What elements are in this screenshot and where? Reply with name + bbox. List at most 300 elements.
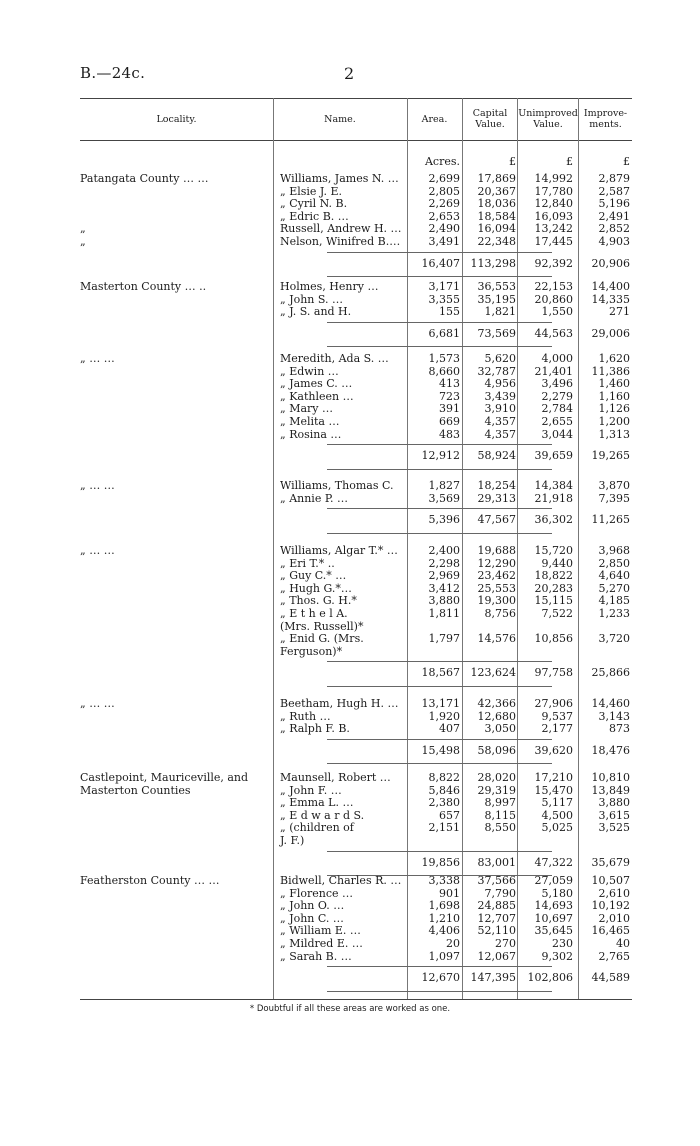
table-row [80,281,632,294]
table-row [80,822,632,835]
table-row [80,416,632,429]
capital-value-cell: 28,020 [477,771,516,784]
name-cell: „ J. S. and H. [280,305,352,319]
improvements-cell: 44,589 [591,971,630,985]
area-cell: 901 [439,886,460,900]
subtotal-rule [327,763,552,764]
name-cell: „ Rosina … [280,427,342,441]
group-total-row [80,857,632,870]
area-cell: 657 [439,808,460,822]
area-cell: 1,573 [428,352,460,365]
unimproved-value-cell: 2,784 [541,402,573,416]
area-cell: 19,856 [421,855,460,869]
improvements-cell: 19,265 [591,449,630,463]
improvements-cell: 1,313 [598,427,630,441]
capital-value-cell: 47,567 [477,513,516,527]
name-cell: „ Edric B. … [280,209,349,223]
capital-value-cell: 83,001 [477,855,516,869]
name-cell: „ Annie P. … [280,491,348,505]
table-row [80,378,632,391]
capital-value-cell: 4,956 [484,377,516,391]
area-cell: 407 [439,722,460,736]
capital-value-cell: 22,348 [477,235,516,248]
group-total-row [80,450,632,463]
improvements-cell: 4,185 [598,594,630,608]
name-cell: „ Cyril N. B. [280,197,348,211]
unimproved-value-cell: 18,822 [534,569,573,583]
name-cell: Beetham, Hugh H. … [280,697,399,710]
unimproved-value-cell: 2,279 [541,389,573,403]
unimproved-value-cell: 9,537 [541,709,573,723]
name-cell: „ Eri T.* .. [280,556,335,570]
name-cell: „ John O. … [280,899,345,913]
unimproved-value-cell: 10,856 [534,632,573,646]
capital-value-cell: 18,254 [477,479,516,492]
name-cell: „ James C. … [280,377,353,391]
improvements-cell: 29,006 [591,326,630,340]
unimproved-value-cell: 4,000 [541,352,573,365]
footnote: * Doubtful if all these areas are worked as one. [249,1004,451,1014]
table-row [80,173,632,186]
table-row [80,723,632,736]
capital-value-cell: 29,313 [477,491,516,505]
subtotal-rule [327,991,552,992]
subtotal-rule [327,739,552,740]
table-row [80,353,632,366]
area-cell: 2,653 [428,209,460,223]
area-cell: 4,406 [428,924,460,938]
unimproved-value-cell: 35,645 [534,924,573,938]
unimproved-value-cell: 7,522 [541,607,573,620]
unimproved-value-cell: 102,806 [527,971,573,985]
header-area: Area. [421,113,448,125]
area-cell: 2,380 [428,796,460,810]
group-total-row [80,156,632,169]
area-cell: 15,498 [421,743,460,757]
name-cell: „ Hugh G.*… [280,581,352,595]
capital-value-cell: 4,357 [484,415,516,428]
improvements-cell: 3,615 [598,808,630,822]
improvements-cell: £ [623,155,630,168]
unimproved-value-cell: 15,115 [534,594,573,608]
subtotal-rule [327,851,552,852]
improvements-cell: 11,265 [591,513,630,527]
group-total-row [80,514,632,527]
capital-value-cell: 73,569 [477,326,516,340]
subtotal-rule [327,276,552,277]
area-cell: 5,396 [428,513,460,527]
unimproved-value-cell: 20,283 [534,581,573,595]
capital-value-cell: 12,067 [477,949,516,963]
unimproved-value-cell: 14,693 [534,899,573,913]
unimproved-value-cell: 20,860 [534,292,573,306]
locality-cell: Castlepoint, Mauriceville, and [80,771,249,784]
unimproved-value-cell: 15,470 [534,783,573,797]
subtotal-rule [327,508,552,509]
subtotal-rule [327,346,552,347]
area-cell: 1,811 [428,607,460,620]
area-cell: 20 [446,937,460,950]
table-header-rule [80,140,632,141]
table-row [80,951,632,964]
area-cell: 8,822 [428,771,460,784]
improvements-cell: 2,491 [598,209,630,223]
name-cell: „ John C. … [280,911,344,925]
area-cell: 669 [439,415,460,428]
improvements-cell: 2,879 [598,172,630,185]
unimproved-value-cell: 47,322 [534,855,573,869]
name-cell: „ Enid G. (Mrs. [280,632,364,646]
capital-value-cell: 3,910 [484,402,516,416]
name-cell: „ Melita … [280,415,340,428]
capital-value-cell: 147,395 [470,971,516,985]
table-row [80,198,632,211]
name-cell: „ Emma L. … [280,796,354,810]
unimproved-value-cell: 5,180 [541,886,573,900]
capital-value-cell: 1,821 [484,305,516,319]
page-number: 2 [344,64,355,83]
locality-cell: „ … … [80,697,115,710]
name-cell: „ Thos. G. H.* [280,594,357,608]
improvements-cell: 4,903 [598,235,630,248]
locality-cell: „ … … [80,544,115,557]
improvements-cell: 3,880 [598,796,630,810]
capital-value-cell: 19,688 [477,544,516,557]
table-row [80,938,632,951]
name-cell: „ Ralph F. B. [280,722,350,736]
unimproved-value-cell: 16,093 [534,209,573,223]
unimproved-value-cell: 5,025 [541,821,573,835]
unimproved-value-cell: 3,044 [541,427,573,441]
name-cell: „ Sarah B. … [280,949,352,963]
unimproved-value-cell: 14,384 [534,479,573,492]
header-improvements: Improve-ments. [583,108,628,130]
area-cell: 1,097 [428,949,460,963]
capital-value-cell: 23,462 [477,569,516,583]
unimproved-value-cell: 22,153 [534,280,573,293]
area-cell: 483 [439,427,460,441]
table-row [80,493,632,506]
capital-value-cell: 8,997 [484,796,516,810]
unimproved-value-cell: 15,720 [534,544,573,557]
name-cell: „ William E. … [280,924,361,938]
capital-value-cell: 12,707 [477,911,516,925]
unimproved-value-cell: 27,059 [534,874,573,887]
name-cell: Williams, James N. … [280,172,399,185]
capital-value-cell: 58,096 [477,743,516,757]
capital-value-cell: 3,439 [484,389,516,403]
improvements-cell: 35,679 [591,855,630,869]
table-row [80,633,632,646]
unimproved-value-cell: 3,496 [541,377,573,391]
name-cell: „ E d w a r d S. [280,808,365,822]
unimproved-value-cell: 92,392 [534,256,573,270]
unimproved-value-cell: 9,440 [541,556,573,570]
area-cell: 8,660 [428,364,460,378]
unimproved-value-cell: 9,302 [541,949,573,963]
improvements-cell: 13,849 [591,783,630,797]
capital-value-cell: 8,550 [484,821,516,835]
table-row [80,900,632,913]
improvements-cell: 3,525 [598,821,630,835]
header-locality: Locality. [156,113,197,125]
area-cell: 2,400 [428,544,460,557]
improvements-cell: 3,968 [598,544,630,557]
name-cell: „ Mildred E. … [280,937,363,950]
capital-value-cell: 5,620 [484,352,516,365]
area-cell: 2,490 [428,222,460,236]
capital-value-cell: 8,115 [484,808,516,822]
capital-value-cell: 19,300 [477,594,516,608]
locality-cell: „ … … [80,479,115,492]
unimproved-value-cell: 13,242 [534,222,573,236]
unimproved-value-cell: 36,302 [534,513,573,527]
improvements-cell: 16,465 [591,924,630,938]
subtotal-rule [327,469,552,470]
capital-value-cell: 16,094 [477,222,516,236]
name-cell: „ Edwin … [280,364,339,378]
improvements-cell: 10,810 [591,771,630,784]
improvements-cell: 271 [609,305,630,319]
improvements-cell: 2,765 [598,949,630,963]
capital-value-cell: 32,787 [477,364,516,378]
name-cell: Nelson, Winifred B.… [280,235,401,248]
area-cell: 3,880 [428,594,460,608]
header-capital-value: Capital Value. [472,108,508,130]
area-cell: 723 [439,389,460,403]
name-cell: J. F.) [280,834,305,847]
improvements-cell: 3,720 [598,632,630,646]
unimproved-value-cell: 97,758 [534,666,573,680]
unimproved-value-cell: 27,906 [534,697,573,710]
name-cell: „ Florence … [280,886,353,900]
locality-cell: „ [80,235,86,248]
table-row [80,646,632,659]
group-total-row [80,745,632,758]
unimproved-value-cell: 12,840 [534,197,573,211]
area-cell: 3,569 [428,491,460,505]
capital-value-cell: 17,869 [477,172,516,185]
capital-value-cell: 25,553 [477,581,516,595]
area-cell: 5,846 [428,783,460,797]
improvements-cell: 20,906 [591,256,630,270]
name-cell: „ Ruth … [280,709,331,723]
name-cell: „ John F. … [280,783,342,797]
subtotal-rule [327,966,552,967]
group-total-row [80,667,632,680]
subtotal-rule [327,533,552,534]
improvements-cell: 1,620 [598,352,630,365]
unimproved-value-cell: 10,697 [534,911,573,925]
name-cell: Williams, Thomas C. [280,479,394,492]
area-cell: 413 [439,377,460,391]
unimproved-value-cell: 1,550 [541,305,573,319]
improvements-cell: 18,476 [591,743,630,757]
table-row [80,429,632,442]
capital-value-cell: £ [509,155,516,168]
area-cell: 13,171 [421,697,460,710]
improvements-cell: 7,395 [598,491,630,505]
name-cell: Williams, Algar T.* … [280,544,398,557]
area-cell: 2,699 [428,172,460,185]
unimproved-value-cell: 5,117 [541,796,573,810]
improvements-cell: 2,587 [598,184,630,198]
area-cell: 1,827 [428,479,460,492]
unimproved-value-cell: 17,445 [534,235,573,248]
area-cell: 12,912 [421,449,460,463]
capital-value-cell: 29,319 [477,783,516,797]
improvements-cell: 2,010 [598,911,630,925]
improvements-cell: 40 [616,937,630,950]
table-row [80,772,632,785]
improvements-cell: 1,126 [598,402,630,416]
header-name: Name. [324,113,356,125]
unimproved-value-cell: £ [566,155,573,168]
improvements-cell: 1,460 [598,377,630,391]
capital-value-cell: 24,885 [477,899,516,913]
capital-value-cell: 42,366 [477,697,516,710]
locality-cell: Featherston County … … [80,874,220,887]
area-cell: 6,681 [428,326,460,340]
unimproved-value-cell: 44,563 [534,326,573,340]
name-cell: Holmes, Henry … [280,280,379,293]
capital-value-cell: 58,924 [477,449,516,463]
capital-value-cell: 12,290 [477,556,516,570]
subtotal-rule [327,252,552,253]
unimproved-value-cell: 21,918 [534,491,573,505]
capital-value-cell: 113,298 [470,256,516,270]
capital-value-cell: 3,050 [484,722,516,736]
unimproved-value-cell: 230 [552,937,573,950]
name-cell: „ E t h e l A. [280,607,348,620]
improvements-cell: 14,460 [591,697,630,710]
area-cell: 2,805 [428,184,460,198]
area-cell: 18,567 [421,666,460,680]
capital-value-cell: 37,566 [477,874,516,887]
table-row [80,835,632,848]
area-cell: 155 [439,305,460,319]
unimproved-value-cell: 17,210 [534,771,573,784]
improvements-cell: 25,866 [591,666,630,680]
capital-value-cell: 35,195 [477,292,516,306]
unimproved-value-cell: 4,500 [541,808,573,822]
locality-cell: „ … … [80,352,115,365]
area-cell: 2,298 [428,556,460,570]
capital-value-cell: 8,756 [484,607,516,620]
capital-value-cell: 18,584 [477,209,516,223]
page-reference: B.—24c. [80,64,146,82]
unimproved-value-cell: 14,992 [534,172,573,185]
improvements-cell: 5,196 [598,197,630,211]
capital-value-cell: 36,553 [477,280,516,293]
group-total-row [80,972,632,985]
group-total-row [80,328,632,341]
table-row [80,570,632,583]
area-cell: 3,412 [428,581,460,595]
unimproved-value-cell: 21,401 [534,364,573,378]
table-row [80,306,632,319]
improvements-cell: 11,386 [591,364,630,378]
improvements-cell: 873 [609,722,630,736]
area-cell: 3,491 [428,235,460,248]
improvements-cell: 14,400 [591,280,630,293]
improvements-cell: 3,143 [598,709,630,723]
name-cell: „ Elsie J. E. [280,184,342,198]
unimproved-value-cell: 39,620 [534,743,573,757]
improvements-cell: 5,270 [598,581,630,595]
improvements-cell: 2,852 [598,222,630,236]
table-bottom-rule [80,999,632,1000]
name-cell: Meredith, Ada S. … [280,352,389,365]
area-cell: Acres. [424,155,460,168]
improvements-cell: 10,507 [591,874,630,887]
area-cell: 1,920 [428,709,460,723]
capital-value-cell: 12,680 [477,709,516,723]
subtotal-rule [327,322,552,323]
improvements-cell: 3,870 [598,479,630,492]
name-cell: Bidwell, Charles R. … [280,874,402,887]
name-cell: „ Kathleen … [280,389,354,403]
locality-cell: Masterton Counties [80,783,191,797]
area-cell: 1,797 [428,632,460,646]
table-row [80,875,632,888]
area-cell: 391 [439,402,460,416]
name-cell: „ Mary … [280,402,333,416]
improvements-cell: 1,200 [598,415,630,428]
capital-value-cell: 270 [495,937,516,950]
capital-value-cell: 18,036 [477,197,516,211]
table-row [80,545,632,558]
subtotal-rule [327,661,552,662]
area-cell: 3,171 [428,280,460,293]
locality-cell: „ [80,222,86,236]
table-row [80,236,632,249]
locality-cell: Masterton County … .. [80,280,207,293]
table-row [80,797,632,810]
improvements-cell: 14,335 [591,292,630,306]
area-cell: 1,698 [428,899,460,913]
name-cell: „ Guy C.* … [280,569,347,583]
improvements-cell: 4,640 [598,569,630,583]
subtotal-rule [327,686,552,687]
table-row [80,608,632,621]
name-cell: „ (children of [280,821,354,835]
area-cell: 3,338 [428,874,460,887]
subtotal-rule [327,444,552,445]
unimproved-value-cell: 2,177 [541,722,573,736]
table-row [80,698,632,711]
area-cell: 2,151 [428,821,460,835]
locality-cell: Patangata County … … [80,172,209,185]
area-cell: 3,355 [428,292,460,306]
name-cell: Maunsell, Robert … [280,771,391,784]
capital-value-cell: 52,110 [477,924,516,938]
improvements-cell: 10,192 [591,899,630,913]
header-unimproved-value: Unimproved Value. [518,108,578,130]
improvements-cell: 2,850 [598,556,630,570]
capital-value-cell: 14,576 [477,632,516,646]
area-cell: 1,210 [428,911,460,925]
area-cell: 2,969 [428,569,460,583]
capital-value-cell: 4,357 [484,427,516,441]
group-total-row [80,258,632,271]
table-row [80,480,632,493]
name-cell: Ferguson)* [280,644,343,658]
area-cell: 16,407 [421,256,460,270]
unimproved-value-cell: 39,659 [534,449,573,463]
improvements-cell: 1,160 [598,389,630,403]
name-cell: (Mrs. Russell)* [280,619,364,633]
